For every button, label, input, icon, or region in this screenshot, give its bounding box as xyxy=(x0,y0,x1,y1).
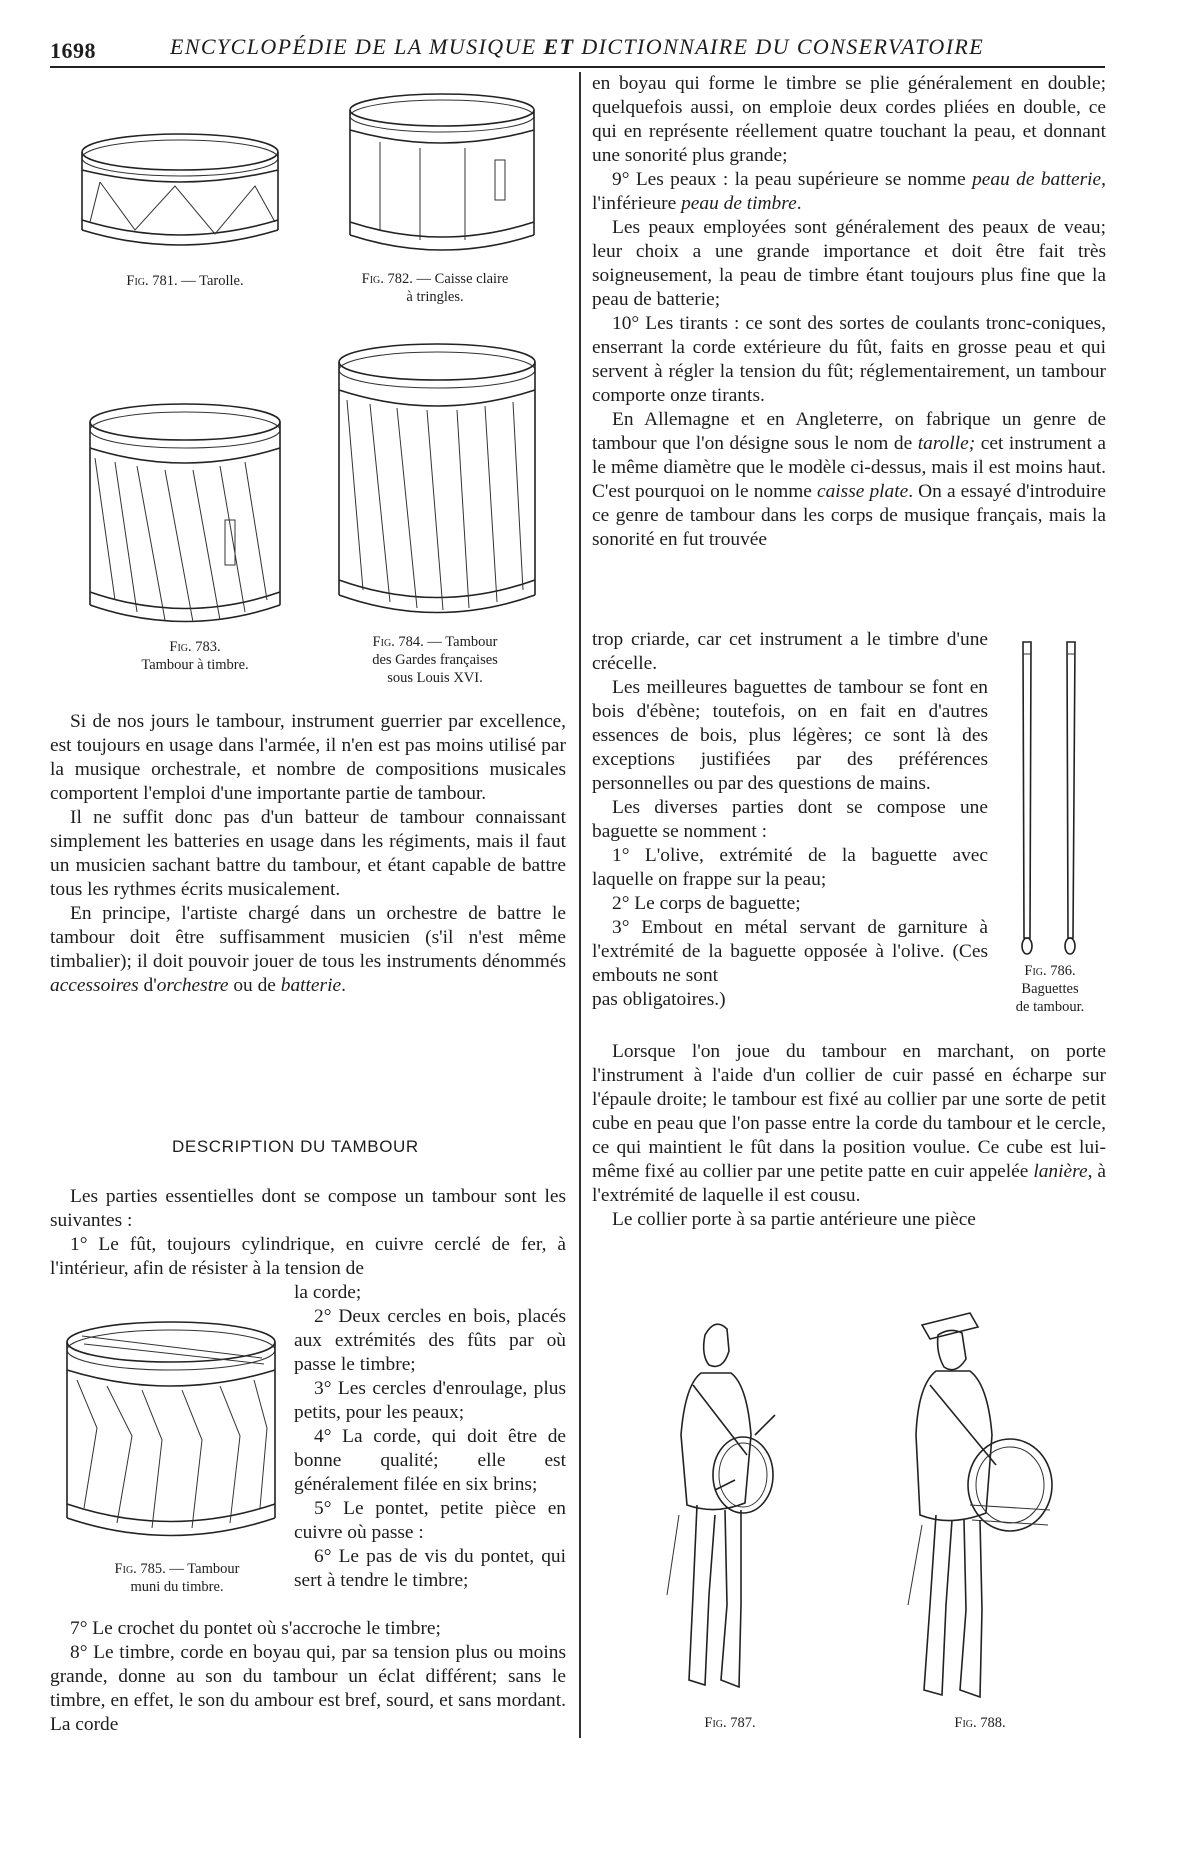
list-item: 5° Le pontet, petite pièce en cuivre où passe : xyxy=(294,1498,566,1543)
paragraph: trop criarde, car cet instrument a le timbre d'une crécelle. xyxy=(592,629,988,674)
fig-785-caption-line2: muni du timbre. xyxy=(130,1579,224,1595)
text-run: . xyxy=(341,975,346,996)
fig-783-tambour-a-timbre-illustration xyxy=(85,400,285,635)
list-item: 4° La corde, qui doit être de bonne qualité; elle est généralement filée en six brins; xyxy=(294,1426,566,1495)
list-item: 2° Le corps de baguette; xyxy=(612,893,801,914)
list-item: 8° Le timbre, corde en boyau qui, par sa tension plus ou moins grande, donne au son du tambour un éclat différent; sans le timbre, en effet, le son du ambour est bref, sourd, et sans mordant. La corde xyxy=(50,1642,566,1735)
right-text-main xyxy=(592,72,1106,552)
list-item: 1° L'olive, extrémité de la baguette avec laquelle on frappe sur la peau; xyxy=(592,845,988,890)
italic-term: lanière xyxy=(1033,1161,1088,1182)
fig-782-caption-line2: à tringles. xyxy=(406,289,464,305)
list-item: 7° Le crochet du pontet où s'accroche le timbre; xyxy=(70,1618,441,1639)
running-title-part3: DICTIONNAIRE DU CONSERVATOIRE xyxy=(574,34,985,59)
text-run: En principe, l'artiste chargé dans un orchestre de battre le tambour doit être suffisamment musicien (s'il n'est même timbalier); il doit pouvoir jouer de tous les instruments dénommés xyxy=(50,903,566,972)
fig-783-caption-line2: Tambour à timbre. xyxy=(141,657,249,673)
text-run: cet instrument a le même diamètre que le modèle ci-dessus, mais il est moins haut. C'est pourquoi on le nomme xyxy=(592,433,1106,502)
column-divider xyxy=(579,72,581,1738)
fig-783-caption xyxy=(95,638,295,674)
paragraph: Le collier porte à sa partie antérieure une pièce xyxy=(612,1209,976,1230)
paragraph xyxy=(592,1040,1106,1208)
fig-787-drummer-illustration xyxy=(665,1315,795,1700)
list-item: 2° Deux cercles en bois, placés aux extrémités des fûts par où passe le timbre; xyxy=(294,1306,566,1375)
paragraph: en boyau qui forme le timbre se plie généralement en double; quelquefois aussi, on emploie deux cordes pliées en double, ce qui en représente réellement quatre touchant la peau, et donnant une sonorité plus grande; xyxy=(592,73,1106,166)
text-run: , l'inférieure xyxy=(592,169,1106,214)
left-text-intro xyxy=(50,710,566,998)
paragraph: Les meilleures baguettes de tambour se font en bois d'ébène; toutefois, on en fait en d'autres essences de bois, plus légères; ce sont là des exceptions justifiées par des préférences personnelles ou par des questions de mains. xyxy=(592,677,988,794)
fig-781-caption-text: — Tarolle. xyxy=(177,273,244,289)
text-run: ou de xyxy=(228,975,281,996)
paragraph: 10° Les tirants : ce sont des sortes de coulants tronc-coniques, enserrant la corde extérieure du fût, faits en grosse peau et qui servent à régler la tension du fût; réglementairement, un tambour comporte onze tirants. xyxy=(592,313,1106,406)
text-run: , à l'extrémité de laquelle il est cousu. xyxy=(592,1161,1106,1206)
paragraph: Les peaux employées sont généralement des peaux de veau; leur choix a une grande importance et doit être fait très soigneusement, la peau de timbre étant toujours plus fine que la peau de batterie; xyxy=(592,217,1106,310)
italic-term: caisse plate xyxy=(816,481,909,502)
italic-term: accessoires xyxy=(50,975,139,996)
italic-term: peau de batterie xyxy=(972,169,1102,190)
left-text-parts-continued xyxy=(294,1281,566,1593)
text-run: d' xyxy=(138,975,157,996)
left-text-parts-end xyxy=(50,1617,566,1737)
italic-term: tarolle; xyxy=(917,433,976,454)
fig-782-caption xyxy=(330,270,540,306)
fig-786-caption-line3: de tambour. xyxy=(1015,999,1085,1015)
fig-784-caption-line3: sous Louis XVI. xyxy=(387,670,483,686)
fig-781-caption xyxy=(85,272,285,290)
paragraph xyxy=(592,168,1106,216)
fig-787-label: Fig. 787. xyxy=(704,1715,756,1731)
fig-784-caption xyxy=(330,633,540,687)
list-item: 3° Embout en métal servant de garniture à l'extrémité de la baguette opposée à l'olive. (Ces embouts ne sont xyxy=(592,917,988,986)
running-title xyxy=(170,34,984,60)
list-item-continuation: pas obligatoires.) xyxy=(592,989,726,1010)
running-title-part1: ENCYCLOPÉDIE DE LA MUSIQUE xyxy=(170,34,544,59)
fig-784-caption-text: — Tambour xyxy=(423,634,498,650)
list-item: 1° Le fût, toujours cylindrique, en cuivre cerclé de fer, à l'intérieur, afin de résister à la tension de xyxy=(50,1234,566,1279)
paragraph: Si de nos jours le tambour, instrument guerrier par excellence, est toujours en usage dans l'armée, il n'en est pas moins utilisé par la musique orchestrale, et nombre de compositions musicales comportent l'emploi d'une importante partie de tambour. xyxy=(50,711,566,804)
fig-788-garde-drummer-illustration xyxy=(900,1305,1060,1705)
fig-783-label: Fig. 783. xyxy=(169,639,221,655)
fig-784-label: Fig. 784. xyxy=(372,634,424,650)
fig-788-label: Fig. 788. xyxy=(954,1715,1006,1731)
fig-786-baguettes-illustration xyxy=(1015,638,1075,960)
fig-782-caisse-claire-illustration xyxy=(345,90,540,260)
list-item: 6° Le pas de vis du pontet, qui sert à tendre le timbre; xyxy=(294,1546,566,1591)
fig-785-tambour-muni-du-timbre-illustration xyxy=(62,1318,280,1548)
fig-786-label: Fig. 786. xyxy=(1024,963,1076,979)
paragraph xyxy=(50,902,566,998)
text-run: 9° Les peaux : la peau supérieure se nomme xyxy=(612,169,973,190)
fig-786-caption-line2: Baguettes xyxy=(1021,981,1079,997)
right-text-collier xyxy=(592,1040,1106,1232)
paragraph: Il ne suffit donc pas d'un batteur de tambour connaissant simplement les batteries en usage dans les régiments, mais il faut un musicien sachant battre du tambour, et étant capable de battre tous les rythmes écrits musicalement. xyxy=(50,807,566,900)
paragraph: Les parties essentielles dont se compose un tambour sont les suivantes : xyxy=(50,1186,566,1231)
paragraph: Les diverses parties dont se compose une baguette se nomment : xyxy=(592,797,988,842)
fig-781-label: Fig. 781. xyxy=(126,273,178,289)
italic-term: batterie xyxy=(280,975,342,996)
fig-781-tarolle-illustration xyxy=(75,130,285,260)
italic-term: peau de timbre xyxy=(681,193,797,214)
fig-787-caption xyxy=(680,1714,780,1732)
page-number: 1698 xyxy=(50,38,96,63)
right-text-baguettes xyxy=(592,628,988,1012)
running-title-part2: ET xyxy=(543,34,575,59)
fig-786-caption xyxy=(995,962,1105,1016)
list-item-continuation: la corde; xyxy=(294,1282,362,1303)
header-rule xyxy=(50,66,1105,68)
text-run: En Allemagne et en Angleterre, on fabrique un genre de tambour que l'on désigne sous le nom de xyxy=(592,409,1106,454)
left-text-parts xyxy=(50,1185,566,1281)
fig-788-caption xyxy=(925,1714,1035,1732)
fig-785-caption-text: — Tambour xyxy=(165,1561,240,1577)
text-run: . On a essayé d'introduire ce genre de tambour dans les corps de musique français, mais la sonorité en fut trouvée xyxy=(592,481,1106,550)
fig-782-caption-text: — Caisse claire xyxy=(412,271,509,287)
text-run: Lorsque l'on joue du tambour en marchant, on porte l'instrument à l'aide d'un collier de cuir passé en écharpe sur l'épaule droite; le tambour est fixé au collier par une sorte de petit cube en peau que l'on passe entre la corde du tambour et le cercle, ce qui maintient le fût dans la position voulue. Ce cube est lui-même fixé au collier par une petite patte en cuir appelée xyxy=(592,1041,1106,1182)
fig-784-caption-line2: des Gardes françaises xyxy=(372,652,498,668)
fig-782-label: Fig. 782. xyxy=(361,271,413,287)
text-run: . xyxy=(796,193,802,214)
fig-784-gardes-francaises-illustration xyxy=(335,340,540,625)
fig-785-label: Fig. 785. xyxy=(114,1561,166,1577)
paragraph xyxy=(592,408,1106,552)
section-title: DESCRIPTION DU TAMBOUR xyxy=(172,1137,419,1156)
list-item: 3° Les cercles d'enroulage, plus petits, pour les peaux; xyxy=(294,1378,566,1423)
fig-785-caption xyxy=(72,1560,282,1596)
italic-term: orchestre xyxy=(156,975,229,996)
